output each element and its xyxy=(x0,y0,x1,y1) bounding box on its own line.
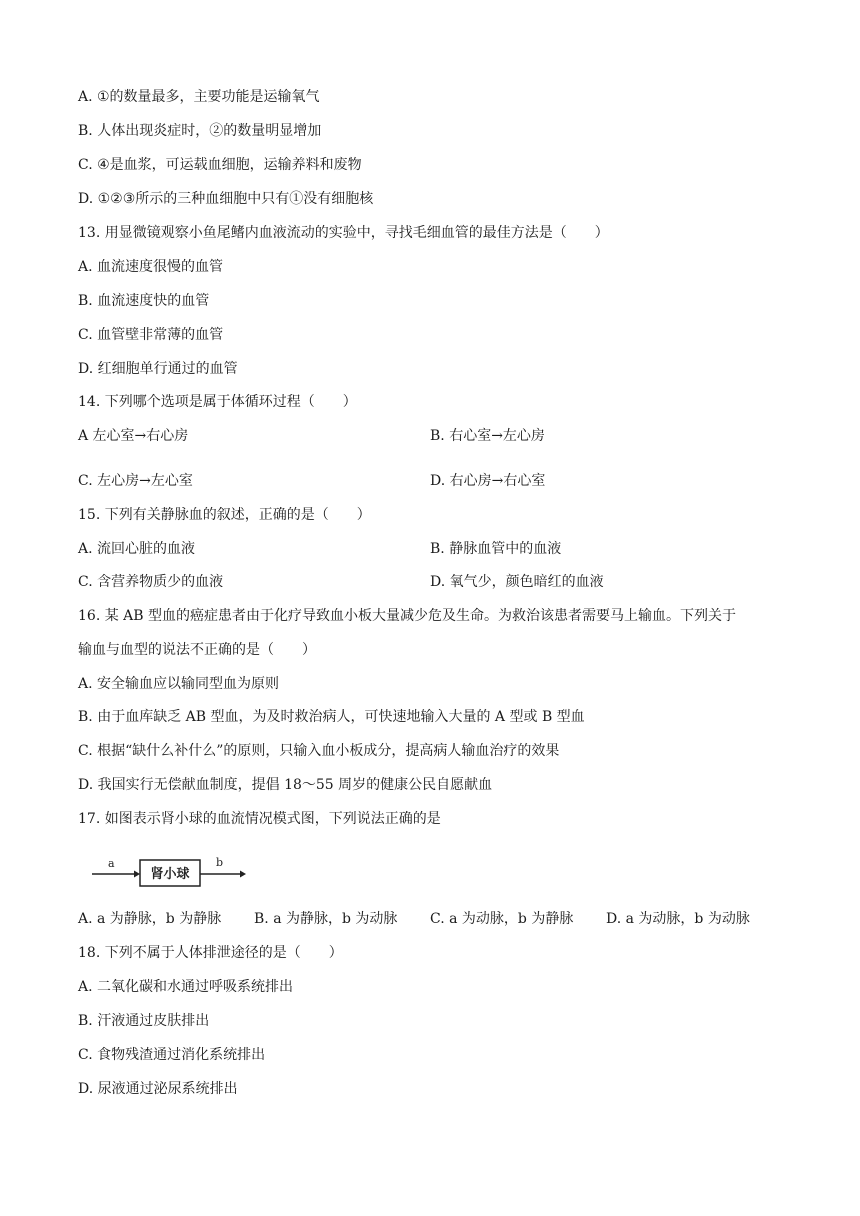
label-a: a xyxy=(108,857,115,870)
q18-option-b: B. 汗液通过皮肤排出 xyxy=(78,1013,210,1029)
q13-option-c: C. 血管壁非常薄的血管 xyxy=(78,327,224,343)
q16-stem-line2: 输血与血型的说法不正确的是（ ） xyxy=(78,642,316,658)
q15-stem: 15. 下列有关静脉血的叙述，正确的是（ ） xyxy=(78,507,371,523)
q13-option-d: D. 红细胞单行通过的血管 xyxy=(78,361,238,377)
q16-option-c: C. 根据“缺什么补什么”的原则，只输入血小板成分，提高病人输血治疗的效果 xyxy=(78,743,560,759)
q14-option-a: A 左心室→右心房 xyxy=(78,428,189,444)
glomerulus-label: 肾小球 xyxy=(150,867,190,882)
q14-option-c: C. 左心房→左心室 xyxy=(78,473,193,489)
q13-option-a: A. 血流速度很慢的血管 xyxy=(78,259,224,275)
q13-stem: 13. 用显微镜观察小鱼尾鳍内血液流动的实验中，寻找毛细血管的最佳方法是（ ） xyxy=(78,225,609,241)
q15-option-a: A. 流回心脏的血液 xyxy=(78,541,196,557)
q18-option-c: C. 食物残渣通过消化系统排出 xyxy=(78,1047,266,1063)
q17-option-c: C. a 为动脉，b 为静脉 xyxy=(430,911,574,927)
q16-option-b: B. 由于血库缺乏 AB 型血，为及时救治病人，可快速地输入大量的 A 型或 B 型血 xyxy=(78,709,585,725)
q15-option-c: C. 含营养物质少的血液 xyxy=(78,574,224,590)
q12-option-b: B. 人体出现炎症时，②的数量明显增加 xyxy=(78,123,322,139)
glomerulus-diagram xyxy=(90,852,250,888)
q16-option-a: A. 安全输血应以输同型血为原则 xyxy=(78,676,280,692)
q17-option-a: A. a 为静脉，b 为静脉 xyxy=(78,911,222,927)
q16-option-d: D. 我国实行无偿献血制度，提倡 18～55 周岁的健康公民自愿献血 xyxy=(78,777,493,793)
label-b: b xyxy=(216,856,224,869)
q15-option-b: B. 静脉血管中的血液 xyxy=(430,541,562,557)
q14-option-d: D. 右心房→右心室 xyxy=(430,473,546,489)
q18-option-a: A. 二氧化碳和水通过呼吸系统排出 xyxy=(78,979,294,995)
q18-option-d: D. 尿液通过泌尿系统排出 xyxy=(78,1081,238,1097)
q14-stem: 14. 下列哪个选项是属于体循环过程（ ） xyxy=(78,394,357,410)
arrow-a-head xyxy=(134,871,140,878)
arrow-b-head xyxy=(240,871,246,878)
q16-stem-line1: 16. 某 AB 型血的癌症患者由于化疗导致血小板大量减少危及生命。为救治该患者需要马上输血。下列关于 xyxy=(78,608,737,624)
q17-option-d: D. a 为动脉，b 为动脉 xyxy=(606,911,750,927)
q14-option-b: B. 右心室→左心房 xyxy=(430,428,545,444)
q12-option-a: A. ①的数量最多，主要功能是运输氧气 xyxy=(78,89,320,105)
q17-stem: 17. 如图表示肾小球的血流情况模式图，下列说法正确的是 xyxy=(78,811,441,827)
q17-option-b: B. a 为静脉，b 为动脉 xyxy=(254,911,398,927)
glomerulus-diagram-svg xyxy=(90,852,250,888)
q15-option-d: D. 氧气少，颜色暗红的血液 xyxy=(430,574,604,590)
q12-option-d: D. ①②③所示的三种血细胞中只有①没有细胞核 xyxy=(78,191,374,207)
q18-stem: 18. 下列不属于人体排泄途径的是（ ） xyxy=(78,945,343,961)
q12-option-c: C. ④是血浆，可运载血细胞，运输养料和废物 xyxy=(78,157,362,173)
q13-option-b: B. 血流速度快的血管 xyxy=(78,293,210,309)
